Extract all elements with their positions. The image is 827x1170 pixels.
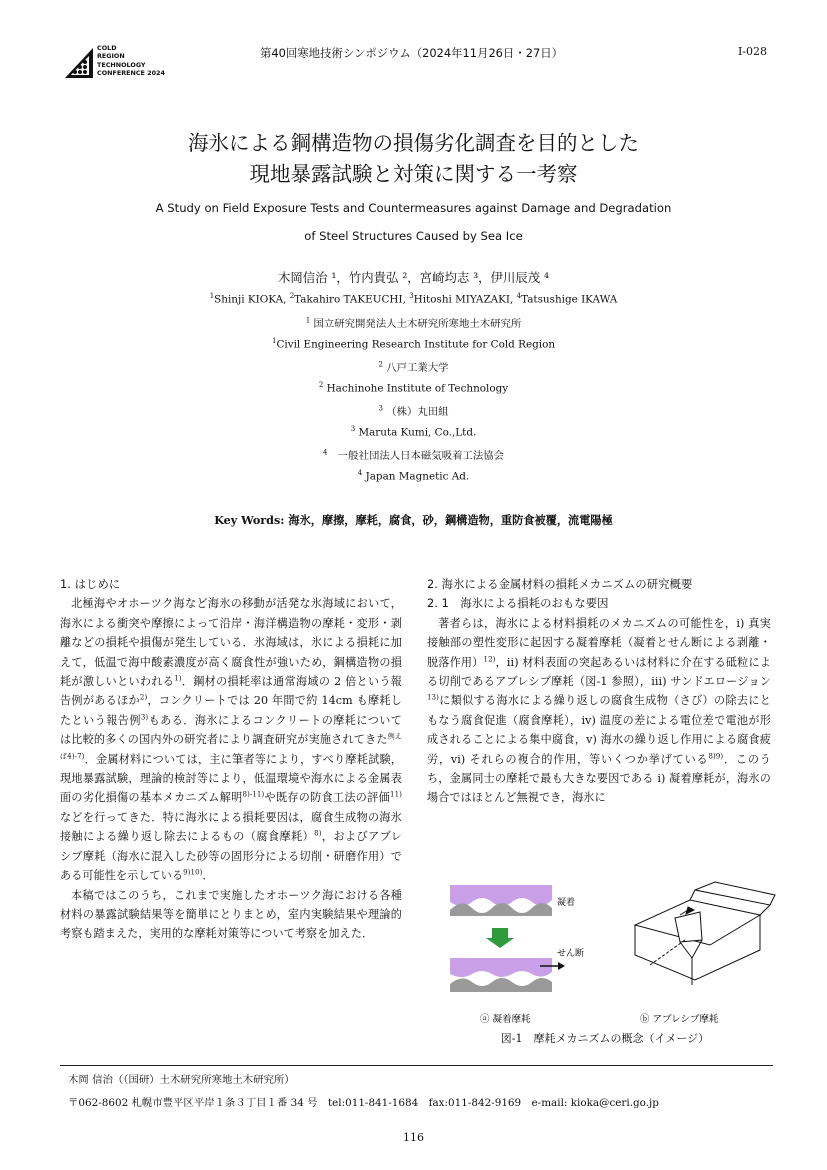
citation: 2) [139, 693, 148, 702]
conference-logo [63, 42, 183, 92]
affiliation-text: 国立研究開発法人土木研究所寒地土木研究所 [310, 318, 522, 330]
affiliation-text: Maruta Kumi, Co.,Ltd. [355, 426, 477, 439]
conference-header: 第40回寒地技術シンポジウム（2024年11月26日・27日） [260, 46, 563, 60]
caption-b: ⓑ アブレシブ摩耗 [640, 1014, 719, 1025]
logo-line: TECHNOLOGY [97, 60, 146, 69]
footer-divider [60, 1065, 773, 1066]
shear-arrow-head-icon [558, 962, 565, 970]
ice-block-top [450, 885, 552, 906]
down-arrow-icon [486, 928, 514, 948]
author-sup: 2 [289, 292, 295, 300]
author-name: Takahiro TAKEUCHI, [294, 293, 410, 306]
citation: 1) [174, 674, 182, 683]
citation: 8) [314, 829, 322, 838]
arrow-head-icon [686, 907, 694, 914]
section-heading: 2. 海氷による金属材料の損耗メカニズムの研究概要 [427, 578, 693, 591]
logo-line: REGION [97, 52, 125, 61]
affiliation-line [0, 425, 827, 438]
affiliation-line [0, 469, 827, 482]
affiliation-line [0, 315, 827, 330]
metal-block-top [450, 903, 552, 916]
affiliation-sup: 4 [322, 448, 328, 457]
ice-block-bottom [450, 958, 552, 977]
text-run: ，およびアブレシブ摩耗（海水に混入した砂等の固形分による切削・研磨作用）である可能性を示している [60, 830, 402, 883]
citation: 13) [427, 693, 439, 702]
footer-address: 〒062-8602 札幌市豊平区平岸１条３丁目１番 34 号 tel:011-841-1684 fax:011-842-9169 e-mail: kioka@ceri.go.jp [68, 1097, 659, 1109]
affiliation-text: 一般社団法人日本磁気吸着工法協会 [327, 450, 505, 462]
authors-jp: 木岡信治 ¹，竹内貴弘 ²，宮崎均志 ³，伊川辰茂 ⁴ [277, 270, 550, 285]
text-run: もある．海氷によるコンクリートの摩耗については比較的多くの国内外の研究者により調査研究が実施されてきた [60, 713, 402, 747]
keywords [0, 512, 827, 528]
body-paragraph: 本稿ではこのうち，これまで実施したオホーツク海における各種材料の暴露試験結果等を簡単にとりまとめ，室内実験結果や理論的考察も踏まえた，実用的な摩耗対策等について考察を加えた． [60, 888, 402, 941]
affiliation-line [0, 447, 827, 462]
citation: 例えば4)-7) [60, 732, 403, 760]
keywords-label: Key Words: [214, 513, 285, 527]
affiliation-text: Japan Magnetic Ad. [362, 470, 470, 483]
author-sup: 1 [209, 292, 215, 300]
author-sup: 4 [516, 292, 522, 300]
citation: 12) [483, 654, 496, 663]
subsection-heading: 2. 1 海氷による損耗のおもな要因 [427, 597, 609, 611]
caption-a: ⓐ 凝着摩耗 [480, 1014, 531, 1025]
affiliation-line [0, 337, 827, 350]
author-name: Tatsushige IKAWA [521, 293, 618, 306]
affiliation-text: 八戸工業大学 [382, 362, 449, 374]
title-jp-line2: 現地暴露試験と対策に関する一考察 [249, 162, 578, 186]
metal-block-bottom [450, 978, 552, 992]
title-jp-line1: 海氷による鋼構造物の損傷劣化調査を目的とした [188, 131, 639, 155]
body-paragraph [60, 594, 402, 885]
footer-affiliation: 木岡 信治（（国研）土木研究所寒地土木研究所） [68, 1074, 295, 1086]
page-number: 116 [403, 1131, 424, 1144]
body-paragraph [427, 614, 771, 808]
affiliation-text: Hachinohe Institute of Technology [323, 382, 509, 395]
text-run: ．金属材料については，主に筆者等により，すべり摩耗試験，現地暴露試験，理論的検討等により，低温環境や海水による金属表面の劣化損傷の基本メカニズム解明 [60, 752, 402, 805]
citation: 8)-11) [242, 790, 265, 799]
author-name: Hitoshi MIYAZAKI, [413, 293, 517, 306]
author-sup: 3 [409, 292, 414, 300]
text-run: ．鋼材の損耗率は通常海域の 2 倍という報告例があるほか [60, 675, 402, 708]
abrasive-wear-diagram [635, 882, 775, 985]
title-en-line2: of Steel Structures Caused by Sea Ice [304, 229, 523, 243]
adhesive-wear-diagram [450, 885, 584, 992]
keywords-terms: 海氷，摩擦，摩耗，腐食，砂，鋼構造物，重防食被覆，流電陽極 [288, 513, 613, 527]
citation: 8)9) [708, 751, 724, 760]
paper-id: I-028 [738, 45, 768, 58]
affiliation-sup: 1 [271, 337, 277, 345]
figure-1-drawing [440, 880, 780, 1030]
citation: 3) [140, 713, 149, 722]
text-run: や既存の防食工法の評価 [264, 791, 391, 805]
affiliation-sup: 3 [350, 425, 356, 433]
affiliation-sup: 2 [378, 360, 383, 369]
text-run: に類似する海水による繰り返しの腐食生成物（さび）の除去にともなう腐食促進（腐食摩耗），iv) 温度の差による電位差で電池が形成されることによる集中腐食，v) 海水の繰り返し作用による腐食疲労，vi) それらの複合的作用，等いくつか挙げている [427, 694, 771, 766]
affiliation-sup: 1 [305, 316, 311, 325]
affiliation-sup: 2 [318, 381, 324, 389]
affiliation-sup: 3 [378, 404, 383, 413]
citation: 9)10) [183, 868, 203, 877]
logo-line: CONFERENCE 2024 [97, 69, 165, 78]
text-run: ，ii) 材料表面の突起あるいは材料に介在する砥粒による切削であるアブレシブ摩耗（図-1 参照），iii) サンドエロージョン [427, 655, 771, 689]
right-column [427, 575, 771, 808]
text-run: ．このうち，金属同士の摩耗で最も大きな要因である i) 凝着摩耗が，海氷の場合ではほとんど無視でき，海氷に [427, 752, 771, 805]
label-adhesion: 凝着 [557, 898, 576, 908]
affiliation-line [0, 359, 827, 374]
text-run: ． [202, 869, 214, 883]
affiliation-line [0, 381, 827, 394]
text-run: ，コンクリートでは 20 年間で約 14cm も摩耗したという報告例 [60, 694, 402, 727]
citation: 11) [390, 790, 402, 799]
authors-en [0, 292, 827, 305]
affiliation-text: （株）丸田組 [382, 406, 449, 418]
figure-caption: 図-1 摩耗メカニズムの概念（イメージ） [500, 1032, 710, 1045]
text-run: などを行ってきた．特に海氷による損耗要因は，腐食生成物の海氷接触による繰り返し除去によるもの（腐食摩耗） [60, 810, 402, 844]
text-run: 著者らは，海氷による材料損耗のメカニズムの可能性を，i) 真実接触部の塑性変形に起因する凝着摩耗（凝着とせん断による剥離・脱落作用） [427, 616, 771, 669]
figure-1 [440, 880, 780, 1050]
section-heading: 1. はじめに [60, 578, 121, 591]
logo-text [97, 44, 165, 78]
affiliation-line [0, 403, 827, 418]
author-name: Shinji KIOKA, [214, 293, 290, 306]
title-en-line1: A Study on Field Exposure Tests and Countermeasures against Damage and Degradation [155, 201, 672, 215]
logo-triangle-icon [63, 42, 97, 86]
label-shear: せん断 [557, 949, 585, 959]
affiliation-text: Civil Engineering Research Institute for Cold Region [276, 338, 556, 351]
text-run: 北極海やオホーツク海など海氷の移動が活発な氷海域において，海氷による衝突や摩擦によって沿岸・海洋構造物の摩耗・変形・剥離などの損耗や損傷が発生している．氷海域は，氷による損耗に加えて，低温で海中酸素濃度が高く腐食性が強いため，鋼構造物の損耗が激しいといわれる [60, 597, 402, 689]
logo-line: COLD [97, 44, 117, 52]
affiliation-sup: 4 [357, 469, 363, 477]
left-column [60, 575, 402, 944]
